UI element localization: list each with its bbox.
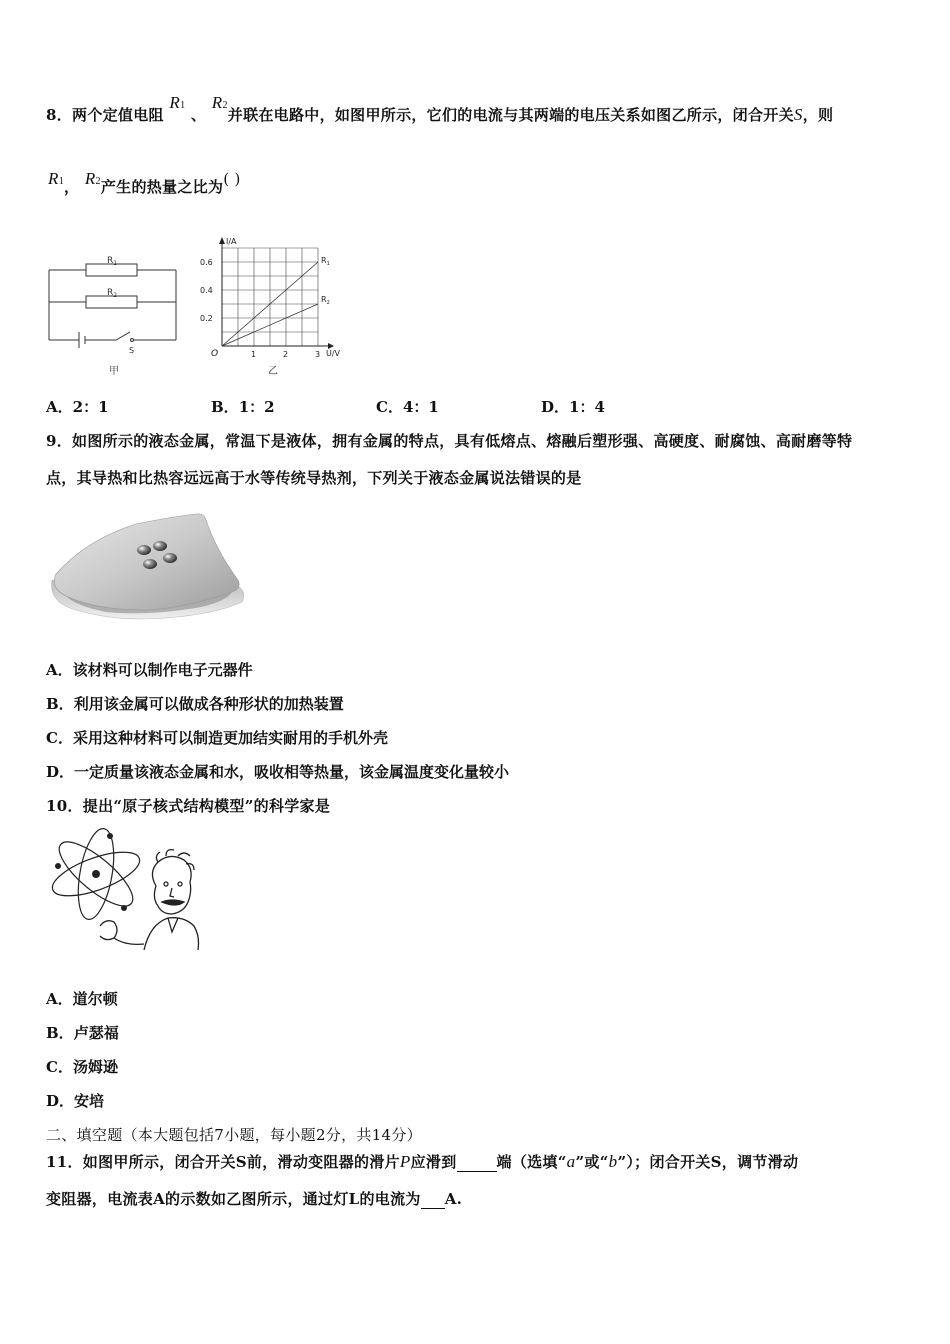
liquid-metal-image: [46, 510, 248, 628]
scientist-portrait-icon: [100, 850, 199, 950]
y-tick-label: 0.6: [200, 258, 213, 267]
q8-line2-r1: R1: [48, 169, 64, 188]
metal-droplet: [163, 553, 177, 563]
q8-sep: 、: [190, 106, 207, 124]
series-label-r2: $R_2$: [321, 295, 330, 306]
origin-label: O: [211, 349, 219, 359]
q8-line2-r2: R2: [84, 169, 101, 188]
q9-option-d[interactable]: D．一定质量该液态金属和水，吸收相等热量，该金属温度变化量较小: [46, 763, 510, 781]
q9-number: 9．: [46, 432, 73, 450]
q10-option-c[interactable]: C．汤姆逊: [46, 1058, 118, 1076]
series-label-r1: $R_1$: [321, 256, 330, 267]
metal-droplet: [153, 541, 167, 551]
q11-line1: 11．如图甲所示，闭合开关S前，滑动变阻器的滑片P应滑到 端（选填“a”或“b”）；闭合开关S，调节滑动: [46, 1152, 799, 1171]
q8-option-c[interactable]: C．4：1: [376, 398, 439, 416]
q8-intro: 两个定值电阻: [72, 106, 164, 124]
q11-line2: 变阻器，电流表A的示数如乙图所示，通过灯L的电流为 A.: [46, 1190, 463, 1208]
q11-p-var: P: [399, 1152, 411, 1171]
metal-droplet: [137, 545, 151, 555]
fig-jia-caption: 甲: [109, 366, 119, 377]
q10-option-a[interactable]: A．道尔顿: [46, 990, 118, 1008]
x-tick-label: 1: [251, 350, 257, 359]
q8-mid: 并联在电路中，如图甲所示，它们的电流与其两端的电压关系如图乙所示，闭合开关: [227, 106, 794, 124]
metal-droplet: [143, 559, 157, 569]
y-tick-label: 0.4: [200, 286, 213, 295]
r2-label: $R_2$: [107, 288, 118, 299]
q8-end: ，则: [802, 106, 834, 124]
q8-circuit-figure: [44, 248, 184, 378]
x-tick-label: 3: [315, 350, 321, 359]
y-axis-arrow: [219, 237, 225, 244]
y-tick-label: 0.2: [200, 314, 213, 323]
r1-label: $R_1$: [107, 256, 118, 267]
q8-number: 8．: [46, 106, 73, 124]
q8-line2-sep: ，: [64, 178, 80, 196]
q11-blank-1[interactable]: [457, 1153, 497, 1172]
q8-r1-symbol: R1: [169, 93, 186, 112]
section2-title: 二、填空题（本大题包括7小题，每小题2分，共14分）: [46, 1126, 422, 1144]
q8-answer-paren: ( ): [223, 170, 241, 188]
q11-b-var: b: [608, 1152, 618, 1171]
q8-line1: [46, 93, 834, 125]
q8-option-d[interactable]: D．1：4: [541, 398, 605, 416]
q9-option-a[interactable]: A．该材料可以制作电子元器件: [46, 661, 253, 679]
switch-lever: [116, 332, 130, 340]
q11-blank-2[interactable]: [421, 1190, 445, 1209]
q10-stem: 10．提出“原子核式结构模型”的科学家是: [46, 797, 331, 815]
rutherford-atom-illustration: [44, 826, 200, 952]
y-axis-label: I/A: [226, 237, 237, 246]
q9-option-c[interactable]: C．采用这种材料可以制造更加结实耐用的手机外壳: [46, 729, 388, 747]
q11-number: 11．: [46, 1153, 83, 1171]
q8-option-a[interactable]: A．2：1: [46, 398, 109, 416]
fig-yi-caption: 乙: [268, 366, 278, 377]
nucleus-icon: [92, 870, 100, 878]
q8-line2-text: 产生的热量之比为: [100, 178, 224, 196]
switch-label: S: [129, 346, 135, 355]
q9-line2: 点，其导热和比热容远远高于水等传统导热剂，下列关于液态金属说法错误的是: [46, 469, 582, 487]
q8-line2: [48, 169, 241, 197]
q9-line1: 9．如图所示的液态金属，常温下是液体，拥有金属的特点，具有低熔点、熔融后塑形强、高硬度、耐腐蚀、高耐磨等特: [46, 432, 853, 450]
q10-option-d[interactable]: D．安培: [46, 1092, 105, 1110]
q11-a-var: a: [566, 1152, 576, 1171]
x-axis-label: U/V: [326, 349, 341, 358]
q9-option-b[interactable]: B．利用该金属可以做成各种形状的加热装置: [46, 695, 344, 713]
x-tick-label: 2: [283, 350, 289, 359]
q10-number: 10．: [46, 797, 83, 815]
q8-switch-var: S: [793, 105, 803, 124]
q8-r2-symbol: R2: [211, 93, 228, 112]
q10-option-b[interactable]: B．卢瑟福: [46, 1024, 119, 1042]
q8-iu-graph: [196, 232, 356, 380]
q8-option-b[interactable]: B．1：2: [211, 398, 275, 416]
